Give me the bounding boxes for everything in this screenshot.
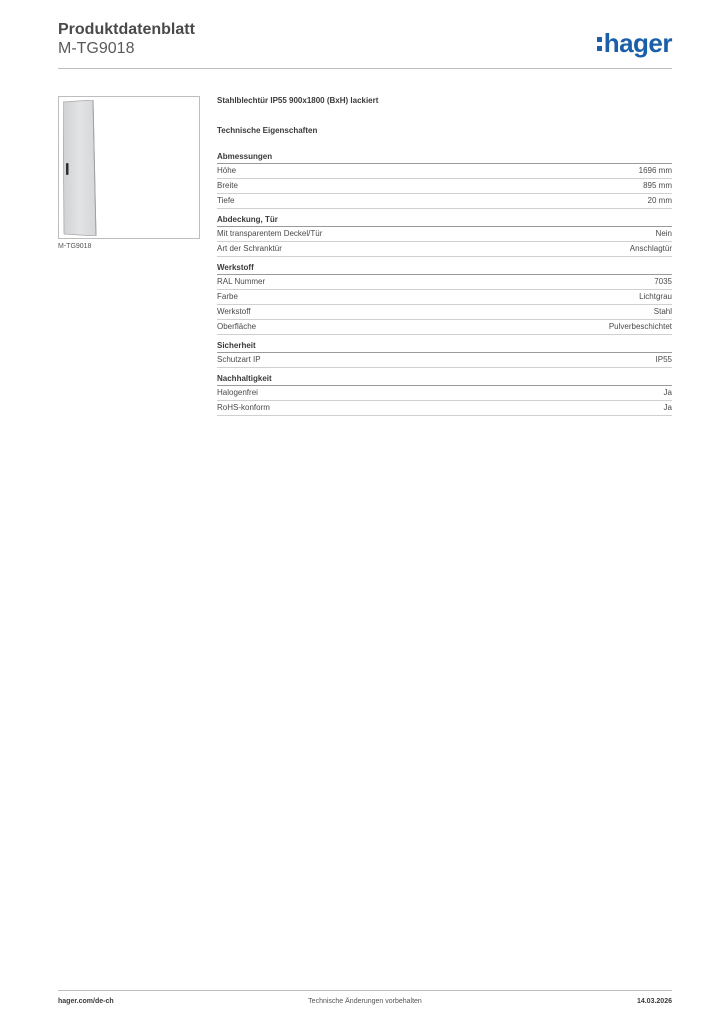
website-link[interactable]: hager.com/de-ch [58, 998, 114, 1005]
technical-properties-heading: Technische Eigenschaften [217, 126, 318, 135]
spec-row [217, 353, 672, 368]
product-details [217, 94, 672, 421]
spec-label: Oberfläche [217, 322, 257, 331]
product-image-frame [58, 96, 200, 239]
spec-row [217, 227, 672, 242]
spec-row [217, 242, 672, 257]
spec-row [217, 320, 672, 335]
spec-section [217, 340, 672, 368]
image-caption: M-TG9018 [58, 243, 92, 250]
spec-row [217, 290, 672, 305]
section-title: Werkstoff [217, 262, 672, 275]
spec-value: Nein [655, 229, 672, 238]
spec-section [217, 262, 672, 335]
spec-value: Pulverbeschichtet [608, 322, 672, 331]
spec-value: Ja [663, 403, 672, 412]
footer-note: Technische Änderungen vorbehalten [308, 998, 422, 1005]
spec-value: Ja [663, 388, 672, 397]
header-divider [58, 68, 672, 69]
spec-row [217, 305, 672, 320]
spec-value: 7035 [654, 277, 672, 286]
section-title: Abdeckung, Tür [217, 214, 672, 227]
spec-row [217, 401, 672, 416]
spec-label: Schutzart IP [217, 355, 261, 364]
spec-row [217, 275, 672, 290]
spec-label: Tiefe [217, 196, 235, 205]
spec-row [217, 194, 672, 209]
spec-section [217, 151, 672, 209]
spec-section [217, 373, 672, 416]
spec-label: Halogenfrei [217, 388, 258, 397]
spec-value: 895 mm [643, 181, 672, 190]
footer-divider [58, 990, 672, 991]
spec-label: Art der Schranktür [217, 244, 282, 253]
spec-label: Mit transparentem Deckel/Tür [217, 229, 323, 238]
spec-value: 1696 mm [638, 166, 672, 175]
spec-value: Lichtgrau [639, 292, 672, 301]
spec-row [217, 179, 672, 194]
section-title: Abmessungen [217, 151, 672, 164]
spec-value: Anschlagtür [629, 244, 672, 253]
spec-label: Werkstoff [217, 307, 251, 316]
spec-label: Farbe [217, 292, 238, 301]
spec-row [217, 164, 672, 179]
spec-row [217, 386, 672, 401]
product-description: Stahlblechtür IP55 900x1800 (BxH) lackiert [217, 96, 379, 105]
section-title: Sicherheit [217, 340, 672, 353]
steel-door-image [63, 100, 97, 236]
spec-label: RAL Nummer [217, 277, 266, 286]
page-title: Produktdatenblatt [58, 21, 195, 38]
spec-value: IP55 [655, 355, 672, 364]
spec-value: 20 mm [647, 196, 672, 205]
logo-text: hager [603, 28, 672, 58]
spec-section [217, 214, 672, 257]
spec-label: Breite [217, 181, 238, 190]
footer-date: 14.03.2026 [636, 998, 672, 1005]
section-title: Nachhaltigkeit [217, 373, 672, 386]
spec-label: RoHS-konform [217, 403, 270, 412]
page-header [58, 20, 672, 70]
logo-dots-icon [597, 35, 602, 53]
hager-logo [597, 28, 672, 59]
spec-value: Stahl [653, 307, 672, 316]
product-code: M-TG9018 [58, 40, 135, 57]
spec-sections [217, 151, 672, 416]
spec-label: Höhe [217, 166, 237, 175]
